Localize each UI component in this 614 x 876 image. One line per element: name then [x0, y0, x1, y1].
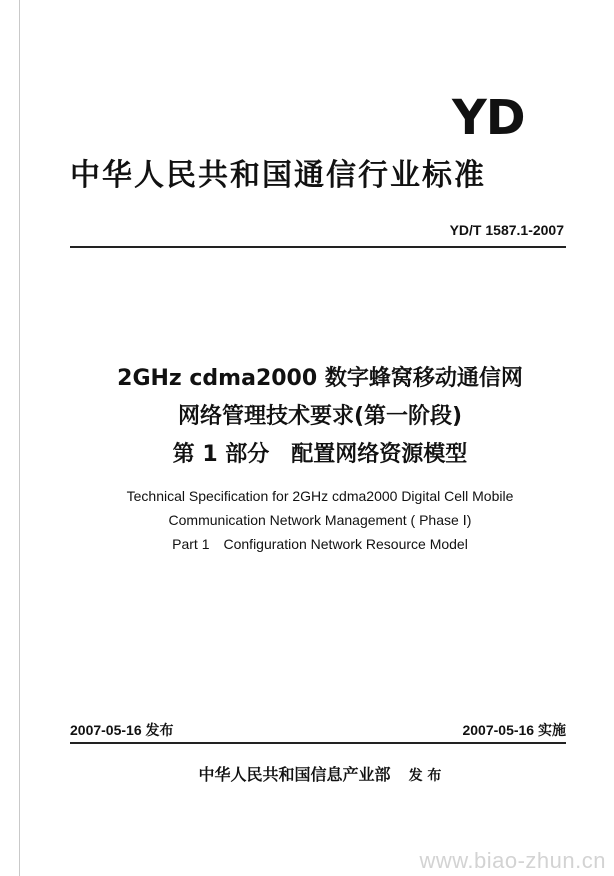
chinese-title-line-2: 网络管理技术要求(第一阶段)	[177, 404, 463, 429]
organization-title: 中华人民共和国通信行业标准	[70, 158, 486, 193]
footer-divider	[70, 742, 566, 744]
page-edge-line	[19, 0, 20, 876]
chinese-title-line-1: 2GHz cdma2000 数字蜂窝移动通信网	[117, 366, 523, 391]
publisher-line	[60, 762, 580, 785]
implementation-date: 2007-05-16 实施	[462, 722, 566, 738]
header-divider	[70, 246, 566, 248]
yd-logo: YD	[452, 90, 525, 146]
chinese-title	[60, 360, 580, 474]
issue-date: 2007-05-16 发布	[70, 722, 174, 738]
standard-number: YD/T 1587.1-2007	[449, 222, 564, 238]
watermark-text: www.biao-zhun.cn	[419, 848, 606, 873]
publisher-action: 发 布	[408, 768, 442, 784]
english-title-line-3: Part 1 Configuration Network Resource Model	[172, 536, 468, 552]
chinese-title-line-3: 第 1 部分 配置网络资源模型	[172, 442, 468, 467]
english-title-line-2: Communication Network Management ( Phase Ⅰ)	[168, 512, 472, 528]
english-title	[60, 484, 580, 556]
english-title-line-1: Technical Specification for 2GHz cdma2000 Digital Cell Mobile	[126, 488, 514, 504]
publisher-name: 中华人民共和国信息产业部	[198, 765, 391, 784]
